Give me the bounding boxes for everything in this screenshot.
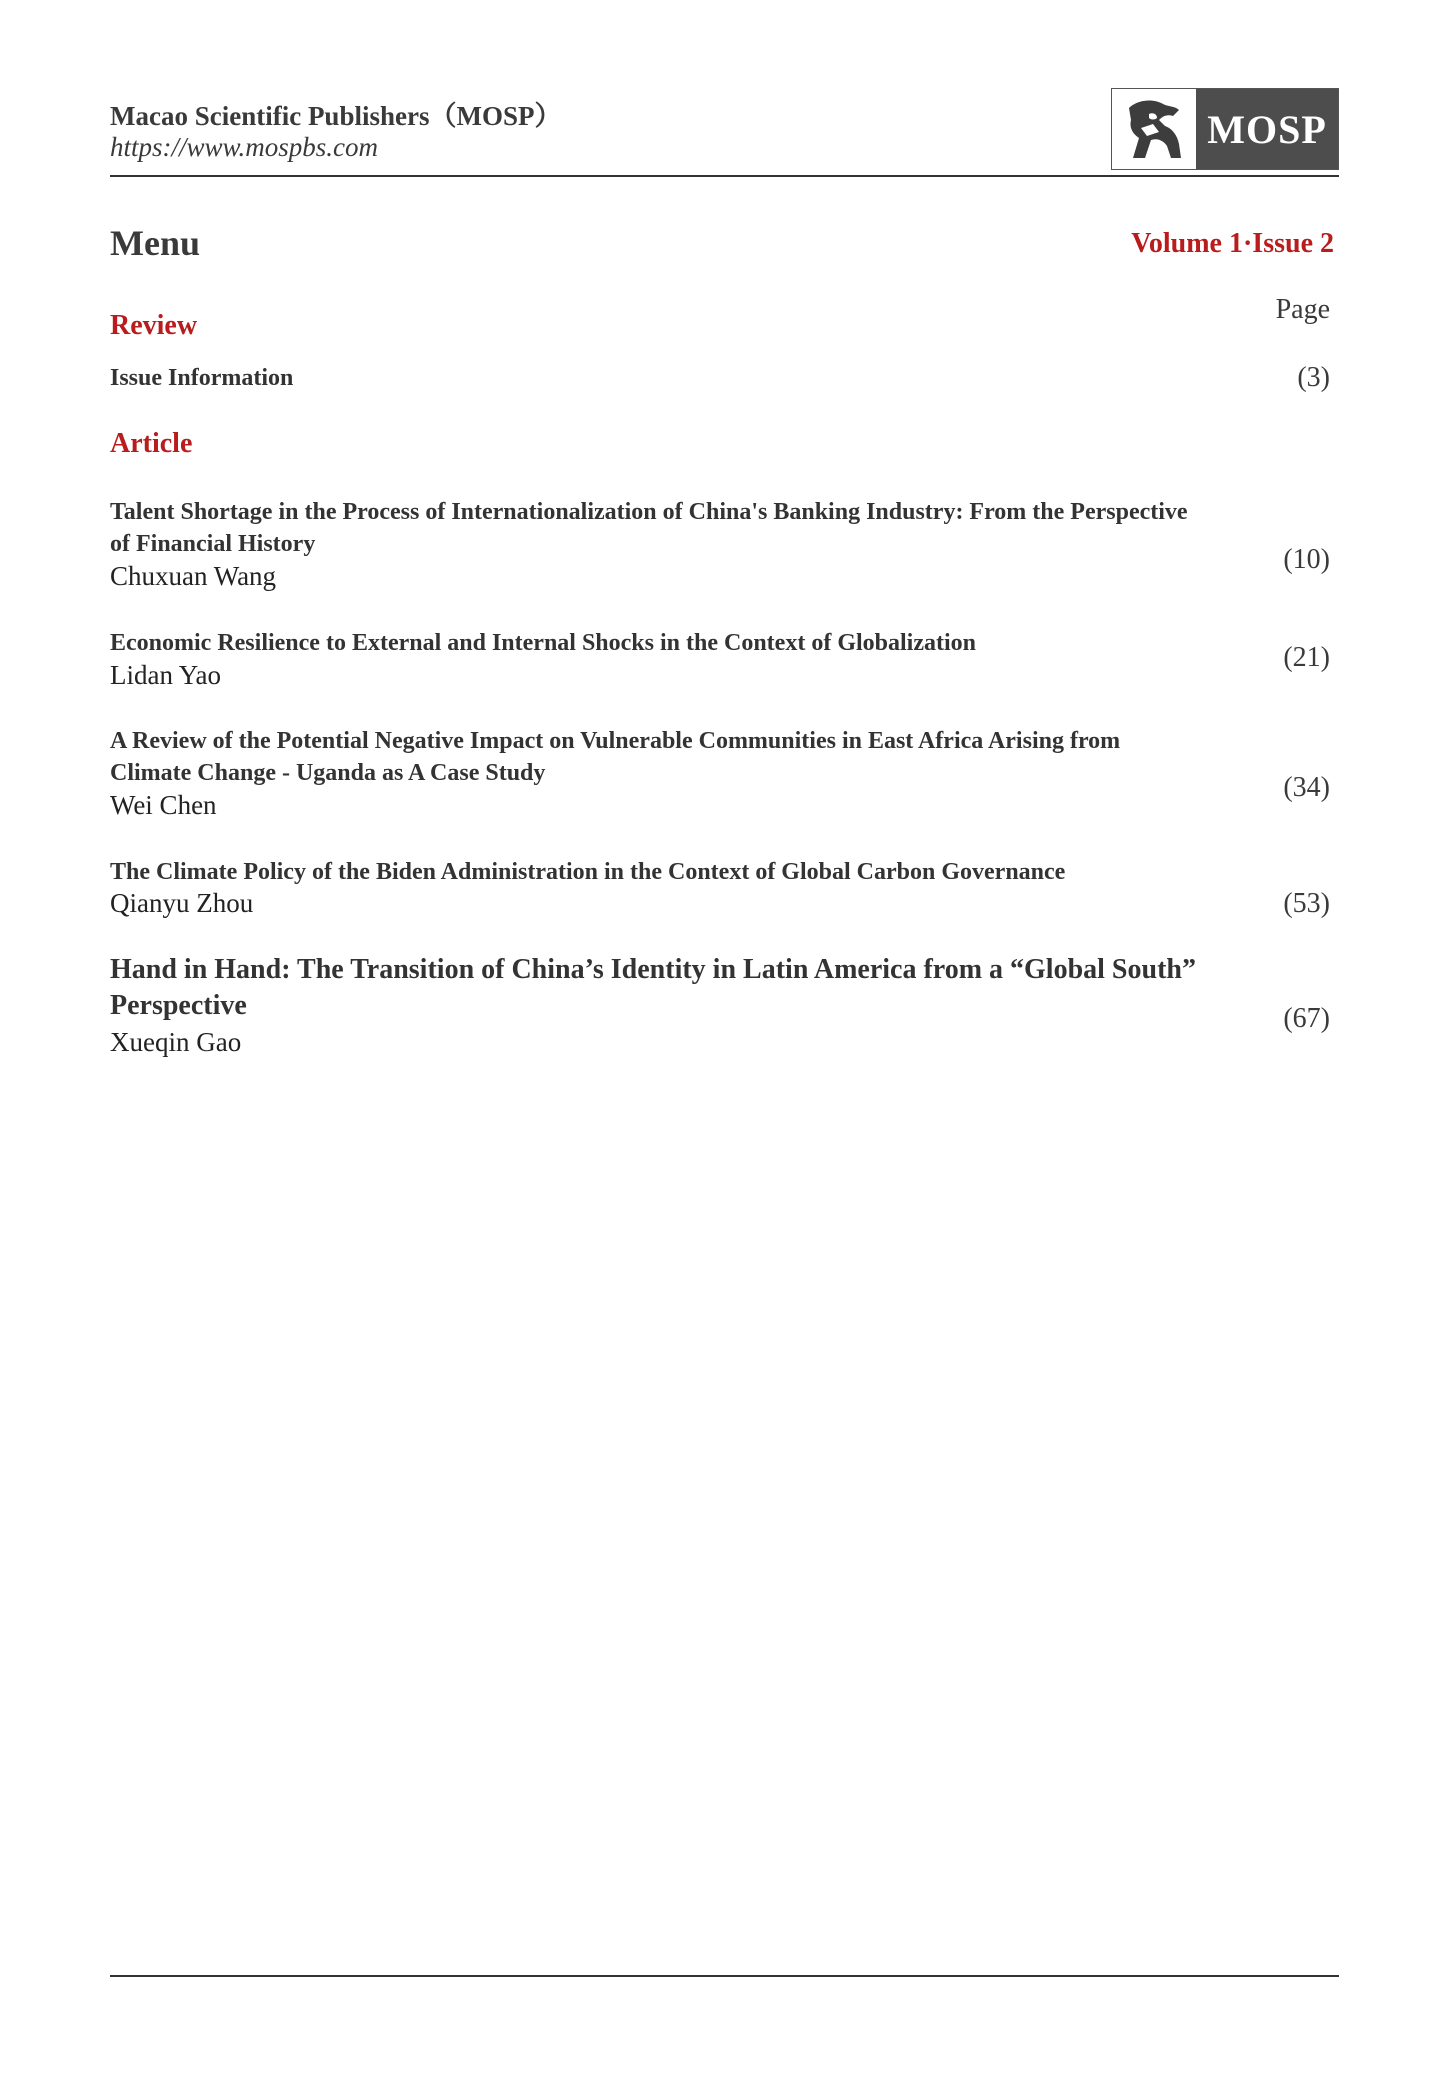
footer-divider bbox=[110, 1975, 1339, 1977]
publisher-name: Macao Scientific Publishers（MOSP） bbox=[110, 101, 562, 131]
toc-entry-title[interactable]: Economic Resilience to External and Internal Shocks in the Context of Globalization bbox=[110, 630, 976, 656]
reading-figure-icon bbox=[1112, 89, 1196, 169]
volume-issue-label: Volume 1·Issue 2 bbox=[1131, 228, 1334, 259]
section-heading-article: Article bbox=[110, 428, 193, 459]
header-divider bbox=[110, 175, 1339, 177]
toc-entry-title[interactable]: Hand in Hand: The Transition of China’s Identity in Latin America from a “Global South” Perspective bbox=[110, 954, 1196, 1021]
toc-page-number[interactable]: (67) bbox=[1283, 1003, 1330, 1034]
toc-page-number[interactable]: (10) bbox=[1283, 544, 1330, 575]
toc-page-number[interactable]: (3) bbox=[1297, 362, 1330, 393]
mosp-logo bbox=[1111, 88, 1339, 170]
toc-entry-author: Lidan Yao bbox=[110, 660, 222, 690]
page-column-heading: Page bbox=[1275, 294, 1330, 325]
toc-entry-title[interactable]: The Climate Policy of the Biden Administration in the Context of Global Carbon Governance bbox=[110, 859, 1066, 885]
toc-entry-author: Wei Chen bbox=[110, 790, 217, 820]
section-heading-review: Review bbox=[110, 310, 198, 341]
page-header bbox=[110, 86, 1339, 176]
toc-entry-title[interactable]: A Review of the Potential Negative Impact on Vulnerable Communities in East Africa Arising from Climate Change - Uganda as A Case Study bbox=[110, 728, 1121, 786]
toc-page-number[interactable]: (34) bbox=[1283, 772, 1330, 803]
toc-entry-author: Xueqin Gao bbox=[110, 1027, 242, 1057]
toc-entry-issue-information[interactable]: Issue Information bbox=[110, 365, 294, 391]
toc-entry-title[interactable]: Talent Shortage in the Process of Internationalization of China's Banking Industry: From the Perspective of Financial History bbox=[110, 499, 1188, 557]
toc-entry-author: Chuxuan Wang bbox=[110, 561, 277, 591]
logo-text: MOSP bbox=[1196, 89, 1338, 169]
menu-title: Menu bbox=[110, 223, 200, 263]
toc-entry-author: Qianyu Zhou bbox=[110, 888, 254, 918]
toc-page-number[interactable]: (53) bbox=[1283, 888, 1330, 919]
publisher-url[interactable]: https://www.mospbs.com bbox=[110, 132, 379, 162]
toc-page-number[interactable]: (21) bbox=[1283, 642, 1330, 673]
